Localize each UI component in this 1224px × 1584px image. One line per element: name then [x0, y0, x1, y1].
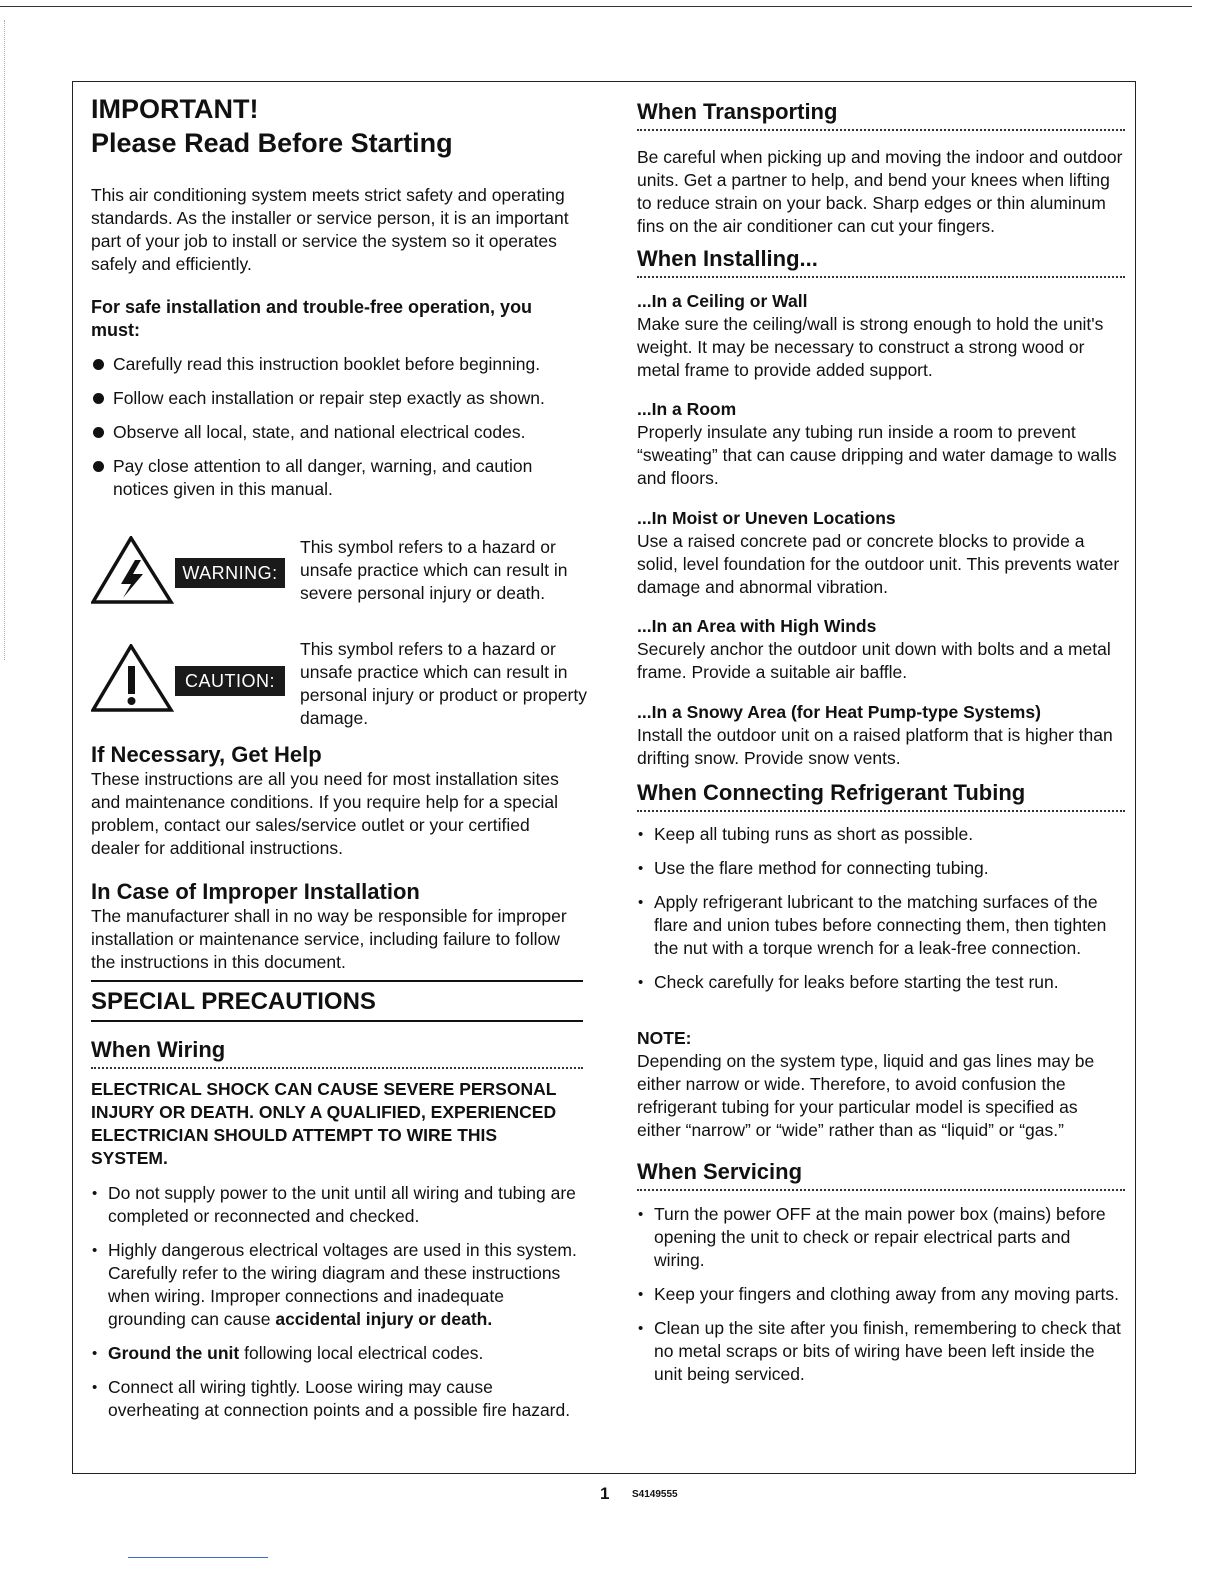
- install-section-text: Make sure the ceiling/wall is strong enough to hold the unit's weight. It may be necessary to construct a strong wood or metal frame to provide added support.: [637, 314, 1104, 380]
- title-read-before: Please Read Before Starting: [91, 128, 453, 158]
- when-wiring-heading: When Wiring: [91, 1036, 583, 1069]
- bottom-mark: [128, 1557, 268, 1558]
- must-list: [91, 353, 583, 501]
- help-paragraph: These instructions are all you need for most installation sites and maintenance conditions. If you require help for a special problem, contact our sales/service outlet or your certified dealer for additional instructions.: [91, 769, 559, 858]
- improper-paragraph: The manufacturer shall in no way be responsible for improper installation or maintenance service, including failure to follow the instructions in this document.: [91, 906, 567, 972]
- install-sections: [637, 290, 1125, 770]
- list-item: • Clean up the site after you finish, remembering to check that no metal scraps or bits of wiring have been left inside the unit being serviced.: [637, 1317, 1125, 1386]
- wiring-warning: ELECTRICAL SHOCK CAN CAUSE SEVERE PERSONAL INJURY OR DEATH. ONLY A QUALIFIED, EXPERIENCED ELECTRICIAN SHOULD ATTEMPT TO WIRE THIS SYSTEM.: [91, 1079, 557, 1168]
- install-section-text: Securely anchor the outdoor unit down with bolts and a metal frame. Provide a suitable air baffle.: [637, 639, 1111, 682]
- warning-label: WARNING:: [175, 558, 285, 588]
- special-precautions-heading: SPECIAL PRECAUTIONS: [91, 980, 583, 1022]
- install-section-title: ...In a Room: [637, 399, 737, 419]
- top-rule: [0, 6, 1192, 7]
- list-item: Carefully read this instruction booklet before beginning.: [91, 353, 583, 376]
- warning-text: This symbol refers to a hazard or unsafe practice which can result in severe personal injury or death.: [300, 537, 568, 603]
- exclamation-hazard-icon: [91, 644, 175, 714]
- list-item: Observe all local, state, and national electrical codes.: [91, 421, 583, 444]
- note-paragraph: Depending on the system type, liquid and gas lines may be either narrow or wide. Therefore, to avoid confusion the refrigerant tubing for your particular model is specified as either “narrow” or “wide” rather than as “liquid” or “gas.”: [637, 1051, 1095, 1140]
- when-installing-heading: When Installing...: [637, 245, 1125, 278]
- wiring-item2-text: Highly dangerous electrical voltages are used in this system. Carefully refer to the wiring diagram and these instructions when wiring. Improper connections and inadequate grounding can cause: [108, 1240, 577, 1329]
- list-item: • Turn the power OFF at the main power box (mains) before opening the unit to check or repair electrical parts and wiring.: [637, 1203, 1125, 1272]
- document-code: S4149555: [632, 1489, 678, 1500]
- warning-symbol-block: [91, 536, 591, 636]
- wiring-item3-text: following local electrical codes.: [239, 1343, 484, 1363]
- improper-heading: In Case of Improper Installation: [91, 879, 420, 904]
- install-section-title: ...In a Snowy Area (for Heat Pump-type Systems): [637, 702, 1041, 722]
- when-transporting-heading: When Transporting: [637, 98, 1125, 131]
- install-section: [637, 507, 1125, 615]
- list-item: Pay close attention to all danger, warning, and caution notices given in this manual.: [91, 455, 583, 501]
- list-item: • Apply refrigerant lubricant to the matching surfaces of the flare and union tubes before connecting them, then tighten the nut with a torque wrench for a leak-free connection.: [637, 891, 1125, 960]
- list-item: • Connect all wiring tightly. Loose wiring may cause overheating at connection points and a possible fire hazard.: [91, 1376, 583, 1422]
- list-item: • Keep your fingers and clothing away from any moving parts.: [637, 1283, 1125, 1306]
- install-section: [637, 290, 1125, 398]
- list-item: • Keep all tubing runs as short as possible.: [637, 823, 1125, 846]
- list-item: [91, 1239, 583, 1331]
- help-heading: If Necessary, Get Help: [91, 742, 322, 767]
- install-section-text: Use a raised concrete pad or concrete blocks to provide a solid, level foundation for the outdoor unit. This prevents water damage and abnormal vibration.: [637, 531, 1120, 597]
- install-section-text: Install the outdoor unit on a raised platform that is higher than drifting snow. Provide snow vents.: [637, 725, 1113, 768]
- install-section: [637, 398, 1125, 507]
- install-section-text: Properly insulate any tubing run inside a room to prevent “sweating” that can cause dripping and water damage to walls and floors.: [637, 422, 1117, 488]
- page-frame: [72, 81, 1136, 1474]
- servicing-list: [637, 1203, 1125, 1386]
- list-item: Follow each installation or repair step exactly as shown.: [91, 387, 583, 410]
- install-section: [637, 615, 1125, 701]
- when-connecting-tubing-heading: When Connecting Refrigerant Tubing: [637, 779, 1125, 812]
- install-section-title: ...In Moist or Uneven Locations: [637, 508, 896, 528]
- transport-paragraph: Be careful when picking up and moving the indoor and outdoor units. Get a partner to help, and bend your knees when lifting to reduce strain on your back. Sharp edges or thin aluminum fins on the air conditioner can cut your fingers.: [637, 147, 1123, 236]
- wiring-list: [91, 1182, 583, 1422]
- page-number: 1: [600, 1484, 610, 1503]
- install-section: [637, 701, 1125, 770]
- wiring-item3-bold: Ground the unit: [108, 1343, 240, 1363]
- list-item: • Use the flare method for connecting tubing.: [637, 857, 1125, 880]
- wiring-item2-bold: accidental injury or death.: [275, 1309, 493, 1329]
- when-servicing-heading: When Servicing: [637, 1158, 1125, 1191]
- binding-margin: [4, 20, 6, 660]
- must-lead: For safe installation and trouble-free operation, you must:: [91, 297, 533, 340]
- list-item: [91, 1342, 583, 1365]
- title-important: IMPORTANT!: [91, 94, 259, 124]
- caution-symbol-block: [91, 638, 591, 738]
- list-item: • Do not supply power to the unit until all wiring and tubing are completed or reconnected and checked.: [91, 1182, 583, 1228]
- caution-label: CAUTION:: [175, 666, 285, 696]
- install-section-title: ...In a Ceiling or Wall: [637, 291, 808, 311]
- electric-hazard-icon: [91, 536, 175, 606]
- install-section-title: ...In an Area with High Winds: [637, 616, 877, 636]
- note-heading: NOTE:: [637, 1028, 692, 1048]
- caution-text: This symbol refers to a hazard or unsafe practice which can result in personal injury or product or property damage.: [300, 639, 587, 728]
- intro-paragraph: This air conditioning system meets strict safety and operating standards. As the installer or service person, it is an important part of your job to install or service the system so it operates safely and efficiently.: [91, 185, 569, 274]
- tubing-list: [637, 823, 1125, 994]
- list-item: • Check carefully for leaks before starting the test run.: [637, 971, 1125, 994]
